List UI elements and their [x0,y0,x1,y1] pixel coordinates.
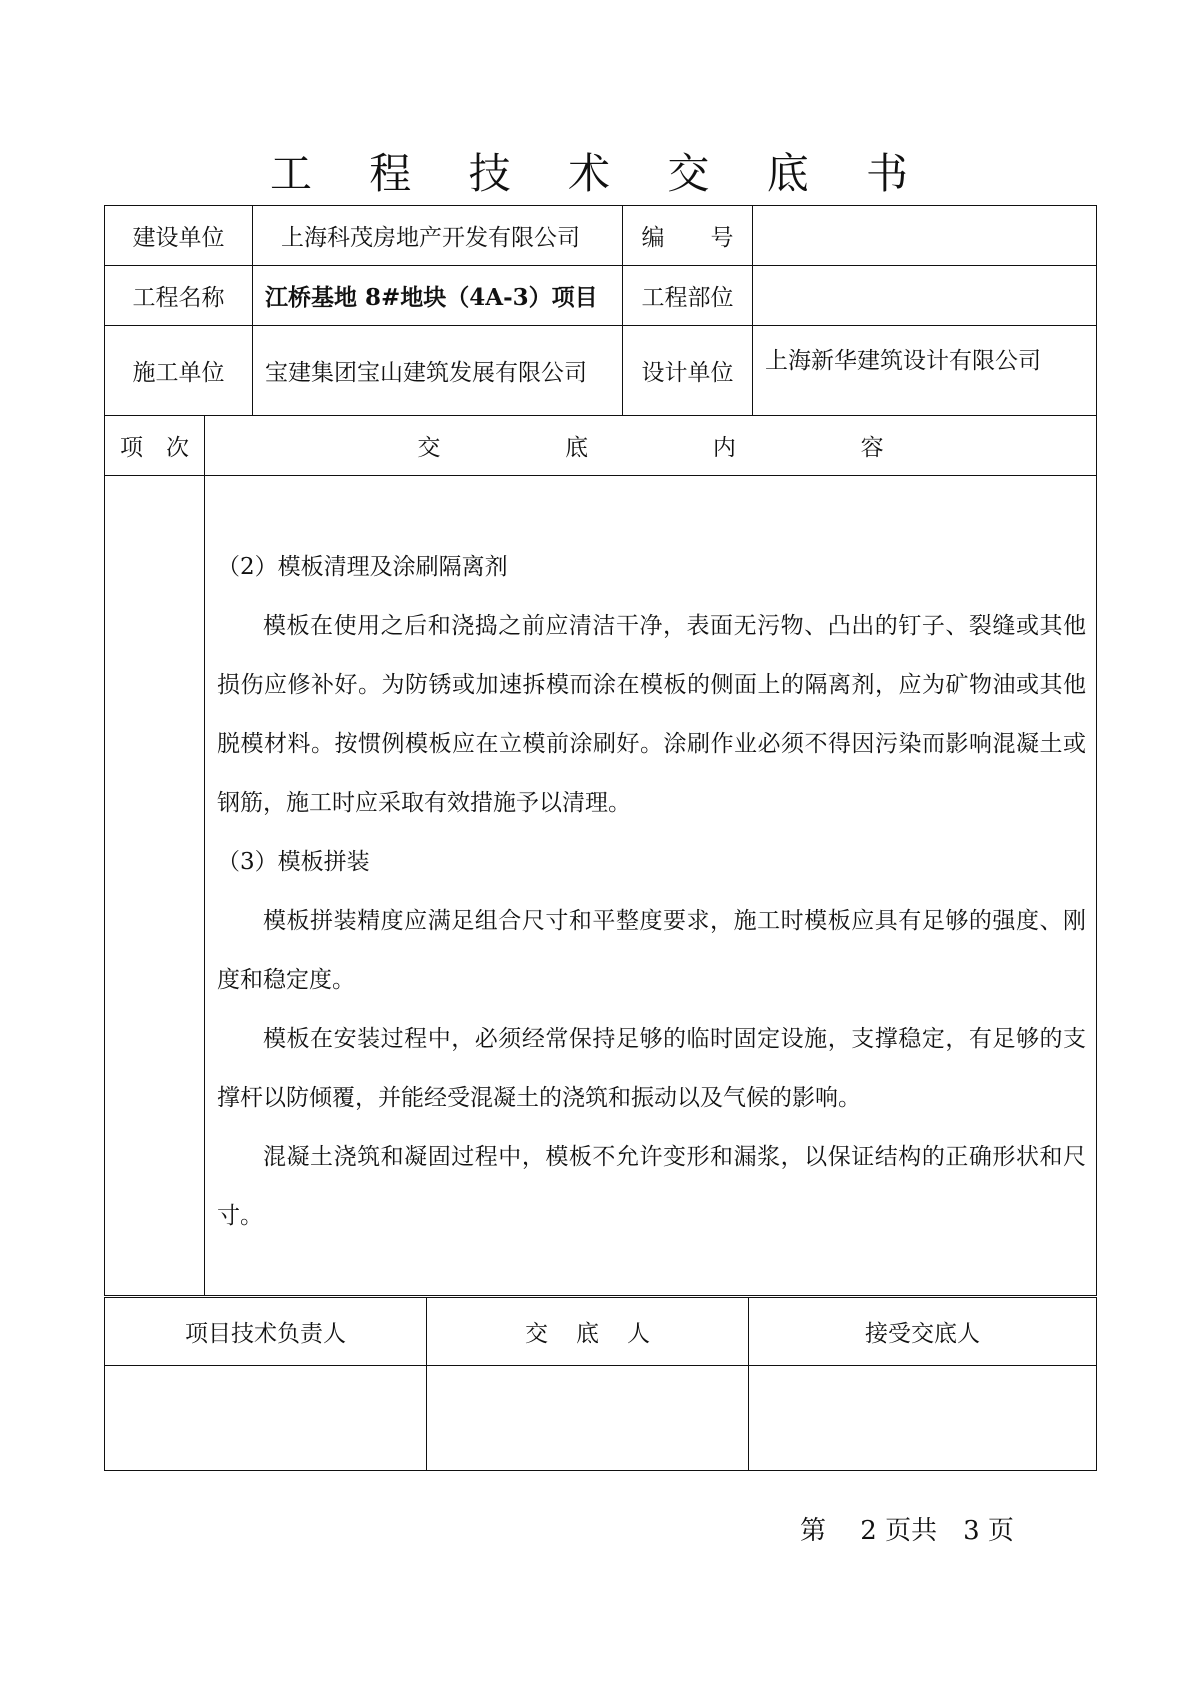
section-2-title: （2）模板清理及涂刷隔离剂 [217,554,508,580]
item-number-cell [105,476,205,1296]
row-project-name [105,266,1097,326]
project-name-value: 江桥基地 8#地块（4A-3）项目 [253,266,623,326]
document-title: 工 程 技 术 交 底 书 [269,149,931,198]
receiver-signature-cell[interactable] [749,1366,1097,1471]
project-part-label: 工程部位 [623,266,753,326]
number-label: 编 号 [623,206,753,266]
content-heading-char-2: 底 [565,435,589,461]
row-signature-blanks [105,1366,1097,1471]
section-3-title: （3）模板拼装 [217,849,370,875]
disclosure-form-table [104,205,1097,1296]
build-unit-label: 建设单位 [105,206,253,266]
content-heading [205,416,1097,476]
row-signature-labels [105,1298,1097,1366]
receiver-label: 接受交底人 [749,1298,1097,1366]
tech-lead-label: 项目技术负责人 [105,1298,427,1366]
signature-table [104,1297,1097,1471]
construction-unit-label: 施工单位 [105,326,253,416]
project-part-value [753,266,1097,326]
section-3-paragraph-2: 模板在安装过程中，必须经常保持足够的临时固定设施，支撑稳定，有足够的支撑杆以防倾覆，并能经受混凝土的浇筑和振动以及气候的影响。 [217,1026,1086,1111]
project-name-label: 工程名称 [105,266,253,326]
row-content-header [105,416,1097,476]
build-unit-value: 上海科茂房地产开发有限公司 [253,206,623,266]
section-3-paragraph-3: 混凝土浇筑和凝固过程中，模板不允许变形和漏浆，以保证结构的正确形状和尺寸。 [217,1144,1086,1229]
row-construction-unit [105,326,1097,416]
content-heading-char-1: 交 [417,435,441,461]
design-unit-value: 上海新华建筑设计有限公司 [753,326,1097,416]
presenter-signature-cell[interactable] [427,1366,749,1471]
section-2-paragraph-1: 模板在使用之后和浇捣之前应清洁干净，表面无污物、凸出的钉子、裂缝或其他损伤应修补好。为防锈或加速拆模而涂在模板的侧面上的隔离剂，应为矿物油或其他脱模材料。按惯例模板应在立模前涂刷好。涂刷作业必须不得因污染而影响混凝土或钢筋，施工时应采取有效措施予以清理。 [217,613,1086,816]
content-heading-char-4: 容 [860,435,884,461]
page-number: 第 2 页共 3 页 [800,1516,1014,1546]
section-3-paragraph-1: 模板拼装精度应满足组合尺寸和平整度要求，施工时模板应具有足够的强度、刚度和稳定度。 [217,908,1086,993]
row-build-unit [105,206,1097,266]
tech-lead-signature-cell[interactable] [105,1366,427,1471]
item-label: 项 次 [105,416,205,476]
design-unit-label: 设计单位 [623,326,753,416]
construction-unit-value: 宝建集团宝山建筑发展有限公司 [253,326,623,416]
row-content-body [105,476,1097,1296]
content-body [205,476,1097,1296]
presenter-label: 交底人 [427,1298,749,1366]
number-value [753,206,1097,266]
content-heading-char-3: 内 [712,435,736,461]
